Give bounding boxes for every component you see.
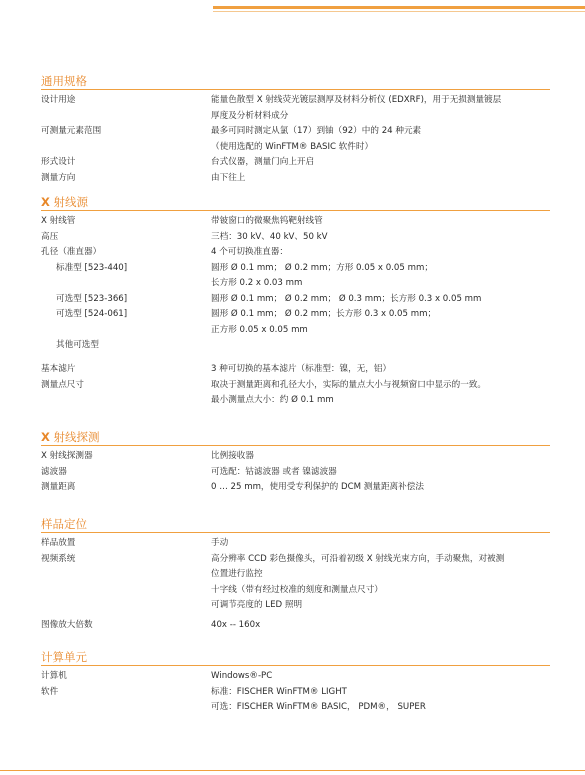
spec-value-line: Windows®-PC — [211, 671, 273, 681]
spec-label: 样品放置 — [41, 538, 76, 548]
spec-value — [211, 618, 550, 634]
spec-value — [211, 552, 550, 614]
spec-label: 测量点尺寸 — [41, 379, 84, 390]
spec-label: 图像放大倍数 — [41, 619, 93, 630]
spec-value — [211, 261, 550, 292]
spec-label: 设计用途 — [41, 95, 76, 105]
spec-value-line: 0 … 25 mm，使用受专利保护的 DCM 测量距离补偿法 — [211, 482, 424, 492]
spec-row — [41, 93, 550, 124]
spec-value-line: 长方形 0.2 x 0.03 mm — [211, 278, 303, 288]
spec-value — [211, 214, 550, 230]
spec-value — [211, 124, 550, 155]
spec-value — [211, 307, 550, 338]
spec-value — [211, 536, 550, 552]
spec-value-line: 手动 — [211, 538, 229, 548]
spec-value-line: （使用选配的 WinFTM® BASIC 软件时） — [211, 141, 374, 152]
spec-value-line: 可调节亮度的 LED 照明 — [211, 600, 303, 610]
spec-label: 其他可选型 — [56, 340, 99, 350]
spec-row — [41, 480, 550, 496]
section-title-text: 射线源 — [49, 195, 89, 209]
section-title-x: X — [41, 195, 50, 209]
section-title-text: 计算单元 — [41, 650, 87, 664]
spec-row — [41, 292, 550, 308]
section-title-text: 通用规格 — [41, 74, 87, 88]
section-general-specs — [41, 74, 550, 186]
spec-value — [211, 362, 550, 378]
bottom-rule — [0, 770, 585, 771]
spec-label: 计算机 — [41, 671, 67, 681]
spec-label: 可测量元素范围 — [41, 126, 102, 136]
spec-value-line: 台式仪器，测量门向上开启 — [211, 157, 315, 167]
spec-value-line: 取决于测量距离和孔径大小，实际的量点大小与视频窗口中显示的一致。 — [211, 379, 487, 390]
spec-value-line: 厚度及分析材料成分 — [211, 110, 289, 121]
spec-row — [41, 338, 550, 362]
spec-label: 测量方向 — [41, 172, 76, 183]
spec-value-line: 3 种可切换的基本滤片（标准型：镍，无，铝） — [211, 364, 392, 374]
spec-label: 孔径（准直器） — [41, 247, 102, 257]
spec-value — [211, 230, 550, 246]
spec-value-line: 40x -- 160x — [211, 619, 261, 630]
spec-value — [211, 685, 550, 716]
section-computing-unit — [41, 650, 550, 716]
section-sample-positioning — [41, 517, 550, 633]
spec-row — [41, 214, 550, 230]
section-title — [41, 650, 550, 666]
spec-value-line: 三档：30 kV、40 kV、50 kV — [211, 231, 328, 242]
spec-value-line: 圆形 Ø 0.1 mm； Ø 0.2 mm； Ø 0.3 mm；长方形 0.3 x 0.05 mm — [211, 293, 482, 304]
spec-value — [211, 245, 550, 261]
spec-value-line: 最小测量点大小：约 Ø 0.1 mm — [211, 395, 334, 405]
spec-row — [41, 171, 550, 187]
spec-value-line: 圆形 Ø 0.1 mm； Ø 0.2 mm；长方形 0.3 x 0.05 mm； — [211, 309, 437, 319]
spec-value-line: 最多可同时测定从氯（17）到铀（92）中的 24 种元素 — [211, 126, 422, 136]
spec-value-line: 正方形 0.05 x 0.05 mm — [211, 324, 308, 335]
spec-value-line: 位置进行监控 — [211, 569, 263, 579]
spec-value-line: 4 个可切换准直器： — [211, 247, 288, 257]
spec-value-line: 由下往上 — [211, 172, 246, 183]
spec-label: 形式设计 — [41, 157, 76, 167]
spec-value — [211, 292, 550, 308]
spec-row — [41, 552, 550, 614]
spec-value-line: 标准：FISCHER WinFTM® LIGHT — [211, 686, 347, 697]
spec-label: 视频系统 — [41, 553, 76, 564]
section-title — [41, 430, 550, 446]
spec-value-line: 高分辨率 CCD 彩色摄像头，可沿着初级 X 射线光束方向，手动聚焦，对被测 — [211, 553, 505, 564]
section-title-text: 射线探测 — [49, 430, 100, 444]
spec-value — [211, 480, 550, 496]
spec-value-line: 可选配：钴滤波器 或者 镍滤波器 — [211, 466, 337, 477]
spec-label: 可选型 [523-366] — [56, 293, 128, 304]
spec-label: 标准型 [523-440] — [56, 262, 128, 273]
spec-value-line: 比例接收器 — [211, 451, 254, 461]
top-accent-bar — [213, 6, 585, 9]
section-title-text: 样品定位 — [41, 517, 87, 531]
spec-row — [41, 245, 550, 261]
spec-label: 基本滤片 — [41, 364, 76, 374]
spec-label: 可选型 [524-061] — [56, 309, 128, 319]
section-title — [41, 517, 550, 533]
spec-row — [41, 261, 550, 292]
spec-row — [41, 669, 550, 685]
section-title — [41, 195, 550, 211]
spec-value-line: 圆形 Ø 0.1 mm； Ø 0.2 mm；方形 0.05 x 0.05 mm； — [211, 262, 433, 273]
spec-row — [41, 465, 550, 481]
spec-label: X 射线探测器 — [41, 451, 93, 461]
spec-value — [211, 155, 550, 171]
spec-label: 测量距离 — [41, 482, 76, 492]
spec-value — [211, 669, 550, 685]
spec-value — [211, 449, 550, 465]
section-xray-source — [41, 195, 550, 409]
section-title — [41, 74, 550, 90]
spec-value — [211, 378, 550, 409]
spec-row — [41, 536, 550, 552]
spec-label: 软件 — [41, 686, 59, 697]
section-xray-detection — [41, 430, 550, 496]
spec-row — [41, 378, 550, 409]
spec-label: 滤波器 — [41, 466, 67, 477]
spec-value-line: 能量色散型 X 射线荧光镀层测厚及材料分析仪 (EDXRF)，用于无损测量镀层 — [211, 95, 502, 105]
spec-value — [211, 93, 550, 124]
spec-label: 高压 — [41, 231, 59, 242]
spec-value — [211, 171, 550, 187]
spec-value — [211, 465, 550, 481]
spec-value-line: 带铍窗口的微聚焦钨靶射线管 — [211, 216, 323, 226]
spec-row — [41, 124, 550, 155]
spec-label: X 射线管 — [41, 216, 76, 226]
spec-row — [41, 618, 550, 634]
spec-row — [41, 685, 550, 716]
spec-row — [41, 155, 550, 171]
spec-row — [41, 449, 550, 465]
section-title-x: X — [41, 430, 50, 444]
spec-row — [41, 307, 550, 338]
spec-value-line: 十字线（带有经过校准的刻度和测量点尺寸） — [211, 584, 383, 595]
top-accent-line — [213, 11, 585, 12]
spec-row — [41, 230, 550, 246]
spec-row — [41, 362, 550, 378]
spec-value-line: 可选：FISCHER WinFTM® BASIC， PDM®， SUPER — [211, 702, 426, 712]
